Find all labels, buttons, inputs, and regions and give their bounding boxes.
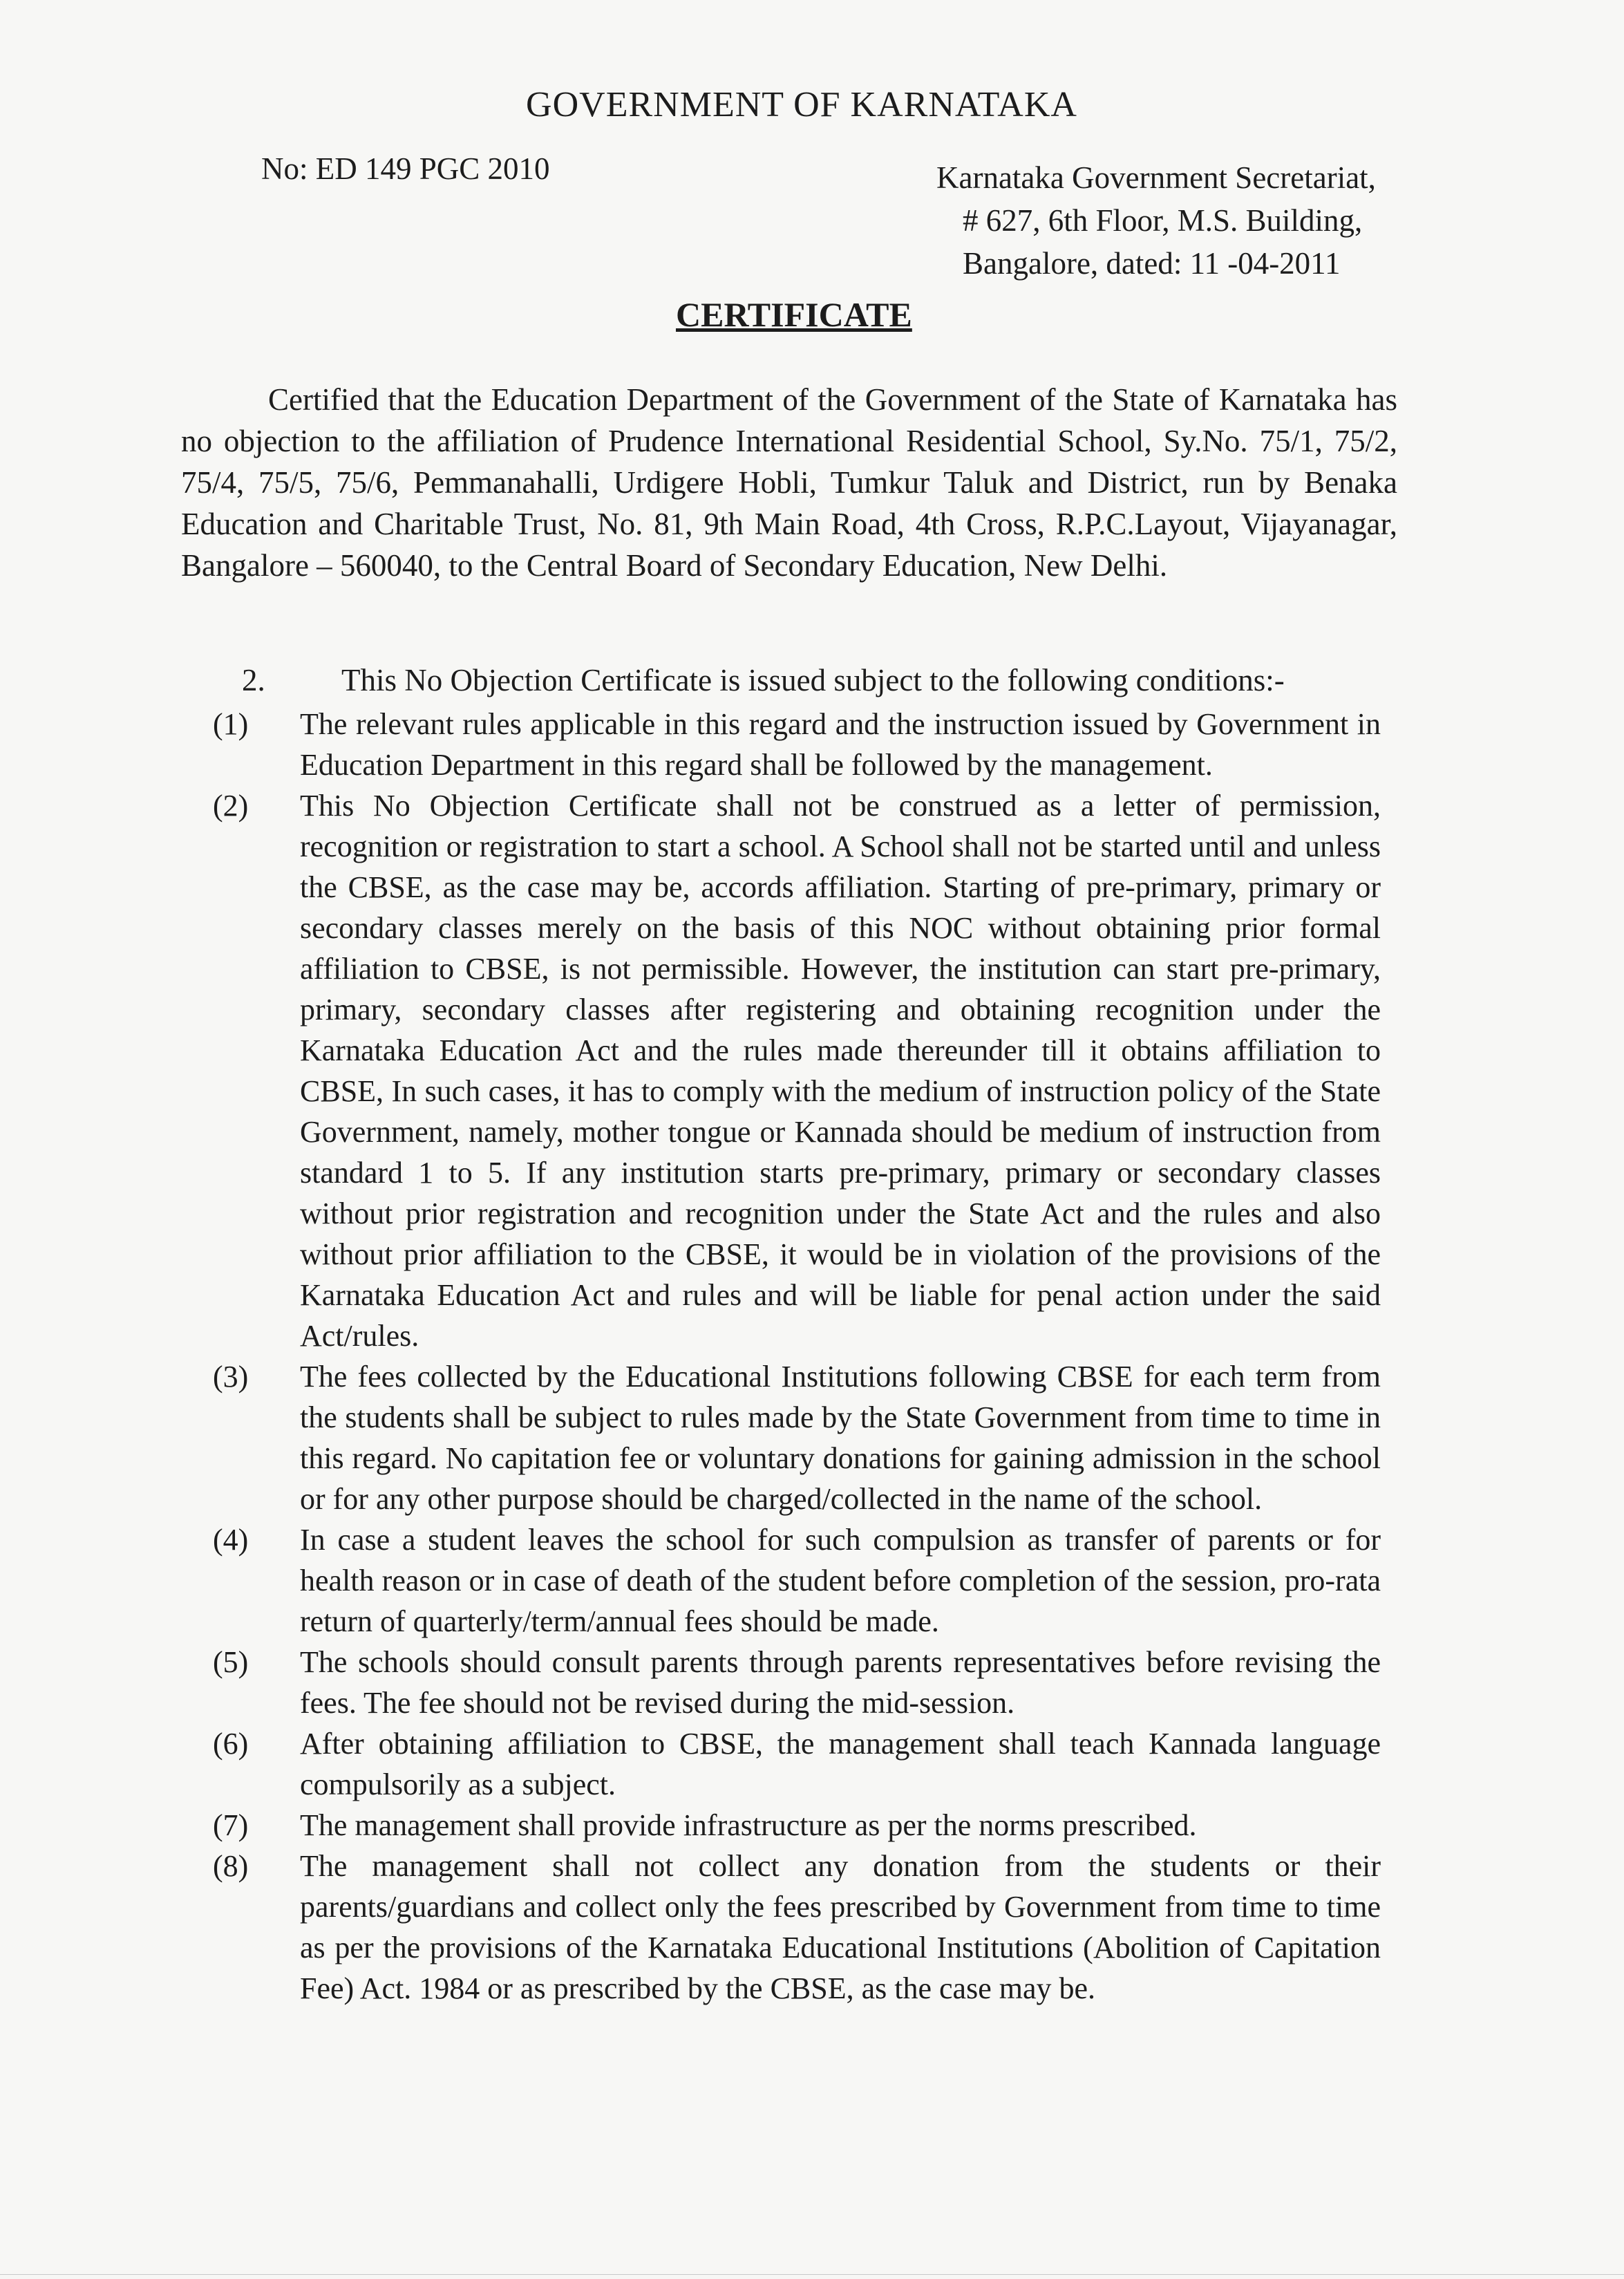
conditions-intro bbox=[242, 662, 1285, 698]
condition-item bbox=[213, 1846, 1381, 2009]
condition-text: After obtaining affiliation to CBSE, the management shall teach Kannada language compulsorily as a subject. bbox=[300, 1727, 1381, 1801]
condition-number: (1) bbox=[213, 707, 249, 741]
certificate-body bbox=[181, 379, 1397, 586]
address-line-1: Karnataka Government Secretariat, bbox=[936, 160, 1376, 195]
condition-text: This No Objection Certificate shall not be construed as a letter of permission, recognition or registration to start a school. A School shall not be started until and unless the CBSE, as the case may be, accords affiliation. Starting of pre-primary, primary or secondary classes merely on the basis of this NOC without obtaining prior formal affiliation to CBSE, is not permissible. However, the institution can start pre-primary, primary, secondary classes after registering and obtaining recognition under the Karnataka Education Act and the rules made thereunder till it obtains affiliation to CBSE, In such cases, it has to comply with the medium of instruction policy of the State Government, namely, mother tongue or Kannada should be medium of instruction from standard 1 to 5. If any institution starts pre-primary, primary or secondary classes without prior registration and recognition under the State Act and the rules and also without prior affiliation to the CBSE, it would be in violation of the provisions of the Karnataka Education Act and rules and will be liable for penal action under the said Act/rules. bbox=[300, 789, 1381, 1353]
condition-item bbox=[213, 1519, 1381, 1642]
condition-number: (6) bbox=[213, 1727, 249, 1761]
office-address bbox=[936, 156, 1376, 285]
conditions-intro-number: 2. bbox=[242, 663, 265, 697]
condition-item bbox=[213, 1356, 1381, 1519]
condition-item bbox=[213, 704, 1381, 785]
condition-text: The management shall not collect any donation from the students or their parents/guardians and collect only the fees prescribed by Government from time to time as per the provisions of the Karnataka Educational Institutions (Abolition of Capitation Fee) Act. 1984 or as prescribed by the CBSE, as the case may be. bbox=[300, 1849, 1381, 2005]
condition-item bbox=[213, 1642, 1381, 1723]
condition-number: (2) bbox=[213, 789, 249, 823]
condition-text: The management shall provide infrastructure as per the norms prescribed. bbox=[300, 1808, 1197, 1842]
reference-number: No: ED 149 PGC 2010 bbox=[261, 151, 550, 186]
conditions-intro-text: This No Objection Certificate is issued subject to the following conditions:- bbox=[341, 663, 1285, 697]
condition-text: In case a student leaves the school for such compulsion as transfer of parents or for health reason or in case of death of the student before completion of the session, pro-rata return of quarterly/term/annual fees should be made. bbox=[300, 1523, 1381, 1638]
condition-item bbox=[213, 1723, 1381, 1805]
certificate-paragraph: Certified that the Education Department of the Government of the State of Karnataka has no objection to the affiliation of Prudence International Residential School, Sy.No. 75/1, 75/2, 75/4, 75/5, 75/6, Pemmanahalli, Urdigere Hobli, Tumkur Taluk and District, run by Benaka Education and Charitable Trust, No. 81, 9th Main Road, 4th Cross, R.P.C.Layout, Vijayanagar, Bangalore – 560040, to the Central Board of Secondary Education, New Delhi. bbox=[181, 382, 1397, 583]
condition-number: (8) bbox=[213, 1849, 249, 1883]
address-line-3: Bangalore, dated: 11 -04-2011 bbox=[963, 246, 1341, 281]
condition-text: The fees collected by the Educational Institutions following CBSE for each term from the students shall be subject to rules made by the State Government from time to time in this regard. No capitation fee or voluntary donations for gaining admission in the school or for any other purpose should be charged/collected in the name of the school. bbox=[300, 1360, 1381, 1516]
condition-text: The schools should consult parents through parents representatives before revising the fees. The fee should not be revised during the mid-session. bbox=[300, 1645, 1381, 1720]
address-line-2: # 627, 6th Floor, M.S. Building, bbox=[963, 203, 1363, 238]
condition-number: (3) bbox=[213, 1360, 249, 1394]
condition-number: (4) bbox=[213, 1523, 249, 1557]
condition-item bbox=[213, 1805, 1381, 1846]
condition-item bbox=[213, 785, 1381, 1356]
government-title: GOVERNMENT OF KARNATAKA bbox=[526, 85, 1077, 124]
condition-number: (7) bbox=[213, 1808, 249, 1842]
condition-number: (5) bbox=[213, 1645, 249, 1679]
conditions-list bbox=[213, 704, 1381, 2009]
certificate-heading: CERTIFICATE bbox=[676, 295, 912, 334]
condition-text: The relevant rules applicable in this regard and the instruction issued by Government in Education Department in this regard shall be followed by the management. bbox=[300, 707, 1381, 782]
page-edge-divider bbox=[0, 2274, 1624, 2275]
